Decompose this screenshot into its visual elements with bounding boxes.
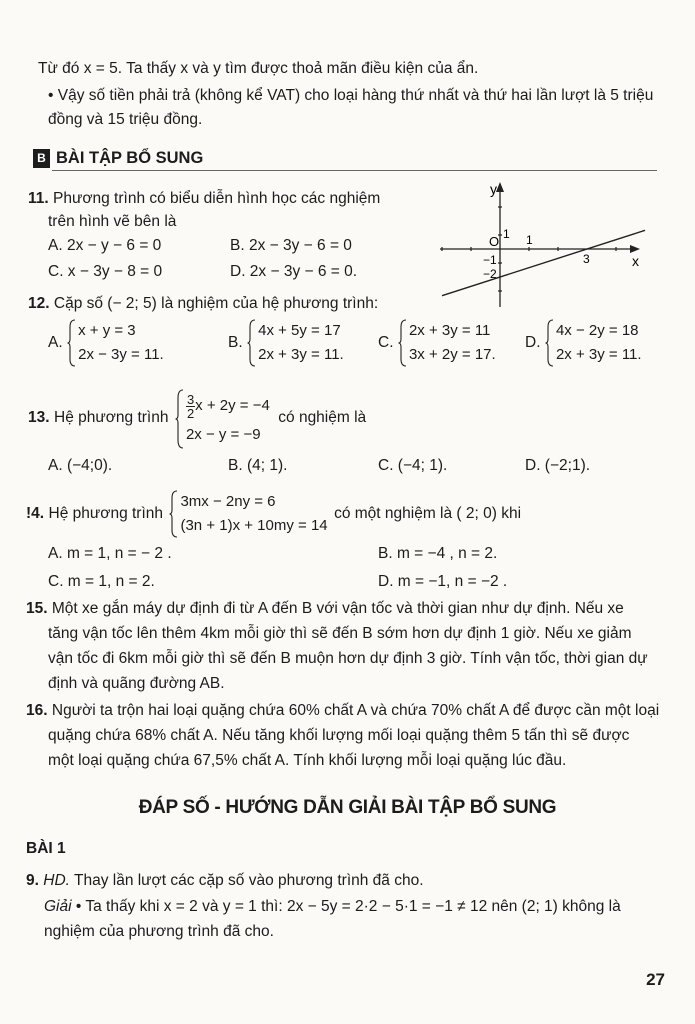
q12-option-c-system [398, 319, 496, 367]
intro-line-1: Từ đó x = 5. Ta thấy x và y tìm được thoả mãn điều kiện của ẩn. [38, 60, 479, 77]
answer-9-giai-line-2: nghiệm của phương trình đã cho. [44, 923, 274, 940]
q11-number: 11. [28, 190, 49, 207]
q11-option-d: D. 2x − 3y − 6 = 0. [230, 263, 358, 280]
q11-line-1 [28, 188, 380, 210]
q12-question [28, 293, 378, 315]
q11-graph [420, 180, 650, 310]
answer-9-hd-text: Thay lần lượt các cặp số vào phương trình đã cho. [73, 872, 424, 889]
y-axis-arrow-icon [496, 182, 504, 192]
q13-fraction [186, 393, 195, 420]
q12-option-a-row-2: 2x − 3y = 11. [78, 346, 164, 363]
q12-option-d-label: D. [525, 334, 541, 351]
q12-option-b-row-1: 4x + 5y = 17 [258, 322, 341, 339]
answer-9-giai-label: Giải [44, 898, 72, 915]
q12-text: Cặp số (− 2; 5) là nghiệm của hệ phương trình: [53, 295, 379, 312]
section-divider [52, 170, 657, 171]
q12-option-d-row-2: 2x + 3y = 11. [555, 346, 642, 363]
section-title: BÀI TẬP BỔ SUNG [56, 149, 204, 167]
q14-suffix: có một nghiệm là ( 2; 0) khi [334, 505, 522, 522]
x-axis-label: x [632, 253, 639, 269]
q12-option-b-system [247, 319, 344, 367]
q12-option-c [378, 319, 496, 367]
q16-text-1: Người ta trộn hai loại quặng chứa 60% chất A và chứa 70% chất A để được cần một loại [51, 702, 660, 719]
brace-icon [175, 389, 184, 449]
q13-row-2: 2x − y = −9 [185, 426, 261, 443]
q12-number: 12. [28, 295, 50, 312]
q15-number: 15. [26, 600, 48, 617]
q13-question [28, 389, 366, 447]
intro-line-2: • Vậy số tiền phải trả (không kể VAT) cho loại hàng thứ nhất và thứ hai lần lượt là 5 triệu [48, 87, 654, 104]
brace-icon [67, 319, 76, 367]
section-b-heading [33, 149, 203, 168]
intro-line-3: đồng và 15 triệu đồng. [48, 111, 203, 128]
solution-line [442, 230, 645, 295]
q16-line-1 [26, 700, 659, 722]
brace-icon [545, 319, 554, 367]
q14-prefix: Hệ phương trình [48, 505, 164, 522]
y-tick-label-neg2: −2 [483, 267, 497, 281]
q12-option-d-row-1: 4x − 2y = 18 [555, 322, 639, 339]
q12-option-d [525, 319, 642, 367]
q15-text-1: Một xe gắn máy dự định đi từ A đến B với vận tốc và thời gian như dự định. Nếu xe [51, 600, 624, 617]
y-tick-label-1: 1 [503, 227, 510, 241]
q12-option-b-row-2: 2x + 3y = 11. [258, 346, 344, 363]
q15-line-2: tăng vận tốc lên thêm 4km mỗi giờ thì sẽ đến B sớm hơn dự định 1 giờ. Nếu xe giảm [48, 625, 632, 642]
x-tick-label-3: 3 [583, 252, 590, 266]
q12-option-b-label: B. [228, 334, 243, 351]
brace-icon [247, 319, 256, 367]
q12-option-a-label: A. [48, 334, 63, 351]
q12-option-b [228, 319, 344, 367]
q11-line-2: trên hình vẽ bên là [48, 213, 177, 230]
q14-number: !4. [26, 505, 45, 522]
q13-row-1: x + 2y = −4 [195, 397, 270, 414]
q14-option-b: B. m = −4 , n = 2. [378, 545, 498, 562]
q12-option-c-row-2: 3x + 2y = 17. [408, 346, 496, 363]
answer-9-hd [26, 870, 424, 892]
q11-text-1: Phương trình có biểu diễn hình học các nghiệm [53, 190, 381, 207]
q14-system [169, 490, 327, 538]
q11-option-c: C. x − 3y − 8 = 0 [48, 263, 163, 280]
answers-bai-1: BÀI 1 [26, 840, 66, 857]
q16-number: 16. [26, 702, 48, 719]
answer-9-hd-label: HD. [43, 872, 70, 889]
q16-line-2: quặng chứa 68% chất A. Nếu tăng khối lượng mối loại quặng thêm 5 tấn thì sẽ được [48, 727, 630, 744]
q14-row-1: 3mx − 2ny = 6 [180, 493, 276, 510]
q14-option-c: C. m = 1, n = 2. [48, 573, 155, 590]
q14-option-a: A. m = 1, n = − 2 . [48, 545, 172, 562]
q15-line-3: vận tốc đi 6km mỗi giờ thì sẽ đến B muộn hơn dự định 3 giờ. Tính vận tốc, thời gian dự [48, 650, 648, 667]
q13-option-c: C. (−4; 1). [378, 457, 448, 474]
q13-prefix: Hệ phương trình [54, 409, 169, 426]
q11-option-b: B. 2x − 3y − 6 = 0 [230, 237, 352, 254]
q11-option-a: A. 2x − y − 6 = 0 [48, 237, 162, 254]
answers-title: ĐÁP SỐ - HƯỚNG DẪN GIẢI BÀI TẬP BỔ SUNG [138, 797, 557, 818]
x-axis-arrow-icon [630, 245, 640, 253]
y-tick-label-neg1: −1 [483, 253, 497, 267]
q12-option-a-system [67, 319, 164, 367]
answer-9-giai [44, 896, 621, 918]
q13-option-d: D. (−2;1). [525, 457, 591, 474]
q12-option-a [48, 319, 164, 367]
section-badge: B [33, 149, 50, 168]
q13-option-b: B. (4; 1). [228, 457, 288, 474]
q16-line-3: một loại quặng chứa 67,5% chất A. Tính khối lượng mỗi loại quặng lúc đầu. [48, 752, 567, 769]
page-number-text: 27 [646, 970, 665, 989]
brace-icon [398, 319, 407, 367]
q13-option-a: A. (−4;0). [48, 457, 113, 474]
q13-frac-num: 3 [186, 391, 195, 407]
origin-label: O [489, 234, 500, 249]
q12-option-c-row-1: 2x + 3y = 11 [408, 322, 491, 339]
q14-question [26, 490, 521, 538]
q12-option-d-system [545, 319, 642, 367]
q13-system [175, 389, 270, 447]
q12-option-a-row-1: x + y = 3 [78, 322, 136, 339]
answer-9-number: 9. [26, 872, 39, 889]
x-tick-label-1: 1 [526, 233, 533, 247]
brace-icon [169, 490, 178, 538]
q13-suffix: có nghiệm là [278, 409, 367, 426]
answer-9-giai-text: • Ta thấy khi x = 2 và y = 1 thì: 2x − 5y = 2·2 − 5·1 = −1 ≠ 12 nên (2; 1) không là [75, 898, 621, 915]
page-number [646, 970, 665, 990]
q15-line-1 [26, 598, 624, 620]
q13-number: 13. [28, 409, 50, 426]
q13-frac-den: 2 [186, 405, 195, 421]
q14-row-2: (3n + 1)x + 10my = 14 [180, 517, 328, 534]
q12-option-c-label: C. [378, 334, 394, 351]
q15-line-4: định và quãng đường AB. [48, 675, 225, 692]
q14-option-d: D. m = −1, n = −2 . [378, 573, 508, 590]
y-axis-label: y [490, 181, 497, 197]
